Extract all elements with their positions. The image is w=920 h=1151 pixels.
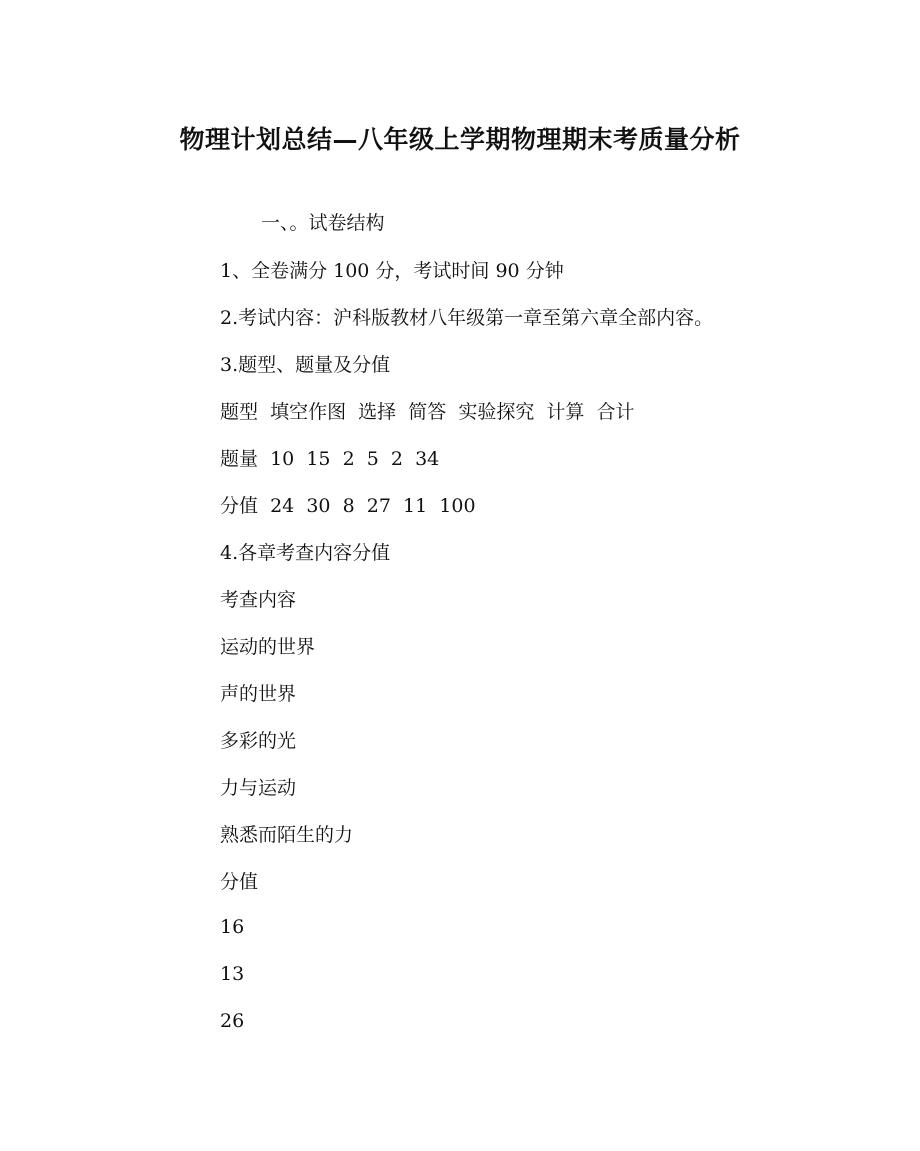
document-title: 物理计划总结—八年级上学期物理期末考质量分析 [179, 125, 741, 154]
section-heading-structure: 一、。试卷结构 [261, 212, 385, 234]
list-item: 26 [220, 1010, 245, 1032]
list-item: 13 [220, 963, 245, 985]
list-item: 考查内容 [220, 589, 297, 611]
table-row-line: 分值 24 30 8 27 11 100 [220, 495, 476, 517]
table-row-line: 题量 10 15 2 5 2 34 [220, 448, 440, 470]
table-header-line: 题型 填空作图 选择 简答 实验探究 计算 合计 [220, 401, 635, 423]
list-item: 多彩的光 [220, 730, 297, 752]
paragraph-line: 2.考试内容：沪科版教材八年级第一章至第六章全部内容。 [220, 307, 714, 329]
paragraph-line: 1、全卷满分 100 分，考试时间 90 分钟 [220, 260, 564, 282]
list-item: 16 [220, 916, 245, 938]
list-item: 熟悉而陌生的力 [220, 824, 354, 846]
paragraph-line: 4.各章考查内容分值 [220, 542, 391, 564]
list-item: 分值 [220, 871, 259, 893]
list-item: 运动的世界 [220, 636, 316, 658]
paragraph-line: 3.题型、题量及分值 [220, 354, 391, 376]
list-item: 声的世界 [220, 683, 297, 705]
list-item: 力与运动 [220, 777, 297, 799]
